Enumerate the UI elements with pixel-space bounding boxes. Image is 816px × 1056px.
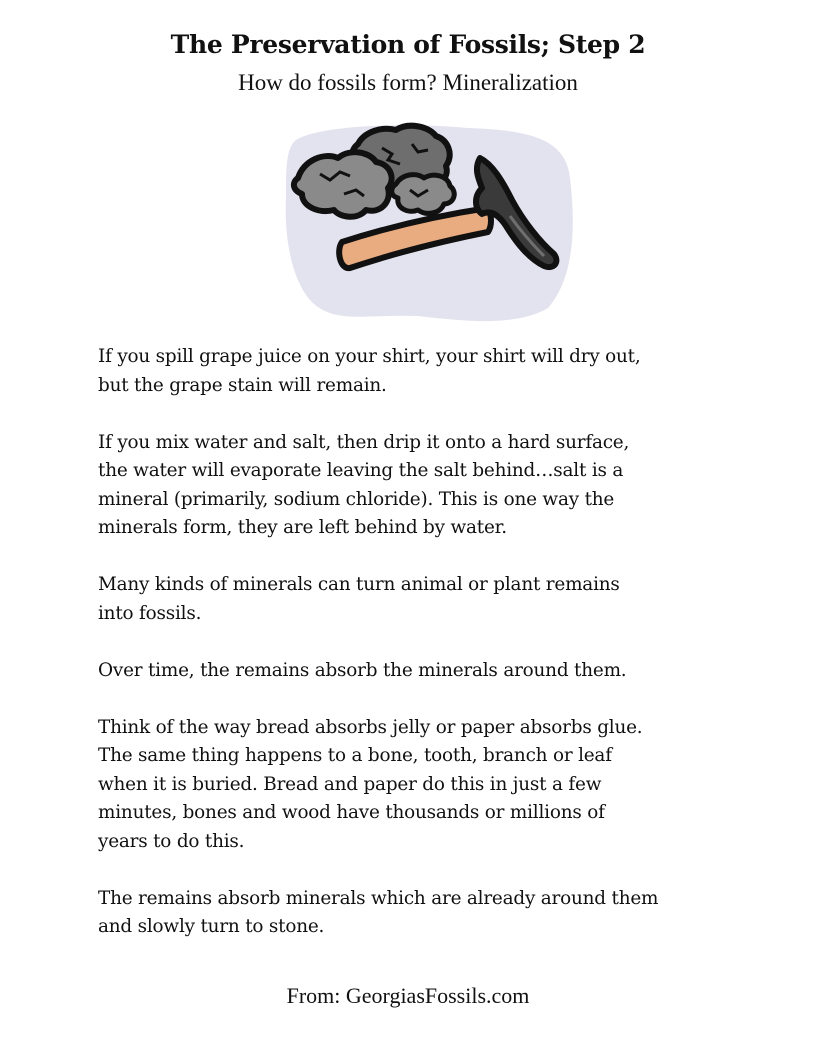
body-text <box>98 343 738 970</box>
paragraph: If you mix water and salt, then drip it onto a hard surface, the water will evaporate leaving the salt behind…salt is a mineral (primarily, sodium chloride). This is one way the minerals form, they are left behind by water. <box>98 431 630 538</box>
page-subtitle: How do fossils form? Mineralization <box>238 70 578 95</box>
source-credit: From: GeorgiasFossils.com <box>286 983 530 1008</box>
page-title: The Preservation of Fossils; Step 2 <box>170 30 646 59</box>
paragraph: Many kinds of minerals can turn animal or plant remains into fossils. <box>98 574 620 624</box>
rocks-and-hammer-icon <box>278 118 578 328</box>
paragraph: The remains absorb minerals which are already around them and slowly turn to stone. <box>98 887 659 937</box>
paragraph: Over time, the remains absorb the minerals around them. <box>98 659 627 681</box>
paragraph: If you spill grape juice on your shirt, your shirt will dry out, but the grape stain will remain. <box>98 346 641 396</box>
paragraph: Think of the way bread absorbs jelly or paper absorbs glue. The same thing happens to a bone, tooth, branch or leaf when it is buried. Bread and paper do this in just a few minutes, bones and wood have thousands or millions of years to do this. <box>98 716 643 852</box>
large-rock <box>294 152 392 217</box>
